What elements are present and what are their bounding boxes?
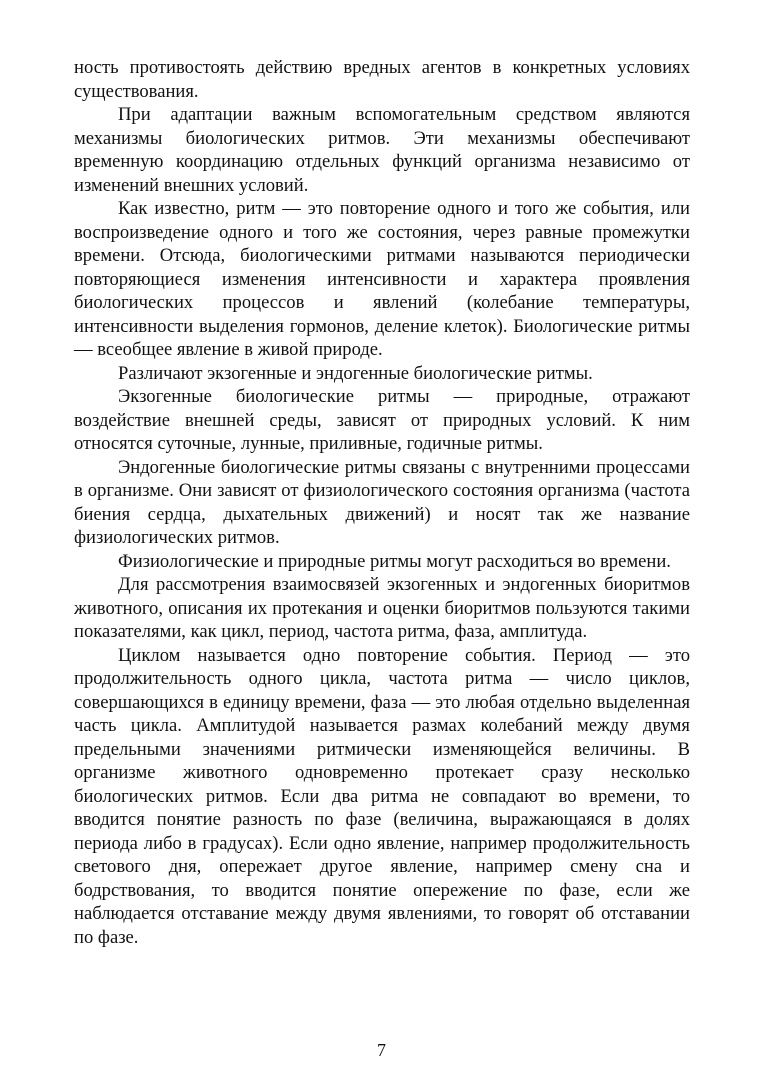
page-number: 7	[377, 1040, 386, 1060]
paragraph-divergence: Физиологические и природные ритмы могут расходиться во времени.	[118, 550, 671, 572]
paragraph-indicators: Для рассмотрения взаимосвязей экзогенных и эндогенных биоритмов животного, описания их протекания и оценки биоритмов пользуются такими показателями, как цикл, период, частота ритма, фаза, амплитуда.	[74, 574, 690, 642]
paragraph-adaptation: При адаптации важным вспомогательным средством являются механизмы биологических ритмов. Эти механизмы обеспечивают временную координацию отдельных функций организма независимо от изменений внешних условий.	[74, 104, 690, 196]
paragraph-rhythm-definition: Как известно, ритм — это повторение одного и того же события, или воспроизведение одного и того же состояния, через равные промежутки времени. Отсюда, биологическими ритмами называются периодически повторяющиеся изменения интенсивности и характера проявления биологических процессов и явлений (колебание температуры, интенсивности выделения гормонов, деление клеток). Биологические ритмы — всеобщее явление в живой природе.	[74, 198, 690, 360]
paragraph-cycle-definitions: Циклом называется одно повторение события. Период — это продолжительность одного цикла, частота ритма — число циклов, совершающихся в единицу времени, фаза — это любая отдельно выделенная часть цикла. Амплитудой называется размах колебаний между двумя предельными значениями ритмически изменяющейся величины. В организме животного одновременно протекает сразу несколько биологических ритмов. Если два ритма не совпадают во времени, то вводится понятие разность по фазе (величина, выражающаяся в долях периода либо в градусах). Если одно явление, например продолжительность светового дня, опережает другое явление, например смену сна и бодрствования, то вводится понятие опережение по фазе, если же наблюдается отставание между двумя явлениями, то говорят об отставании по фазе.	[74, 644, 690, 948]
page-body	[74, 56, 690, 949]
paragraph-exogenous: Экзогенные биологические ритмы — природные, отражают воздействие внешней среды, зависят от природных условий. К ним относятся суточные, лунные, приливные, годичные ритмы.	[74, 386, 690, 454]
paragraph-endogenous: Эндогенные биологические ритмы связаны с внутренними процессами в организме. Они зависят от физиологического состояния организма (частота биения сердца, дыхательных движений) и носят так же название физиологических ритмов.	[74, 456, 690, 548]
paragraph-rhythm-types: Различают экзогенные и эндогенные биологические ритмы.	[118, 362, 593, 384]
paragraph-continued: ность противостоять действию вредных агентов в конкретных условиях существования.	[74, 57, 690, 102]
